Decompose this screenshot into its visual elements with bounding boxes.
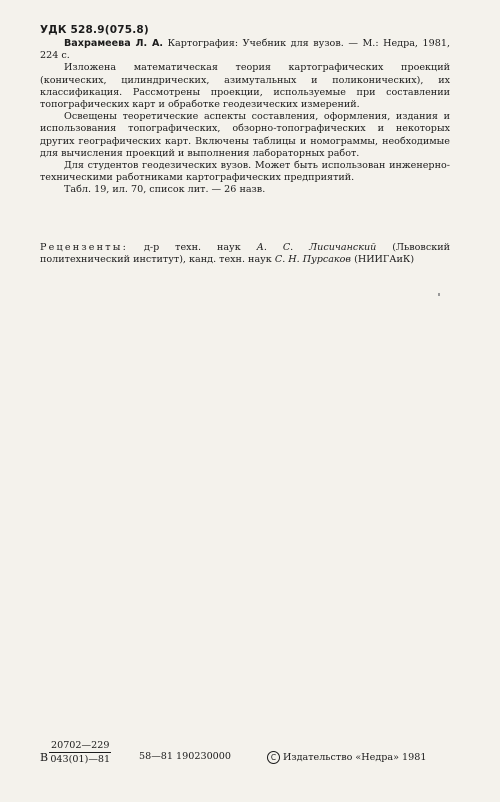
abstract-paragraph-1: Изложена математическая теория картографических проекций (конических, цилиндрических, азимутальных и поликонических), их классификация. Рассмотрены проекции, используемые при составлении топографических карт и обработке геодезических измерений. bbox=[40, 62, 450, 111]
reviewers bbox=[40, 242, 450, 266]
catalog-denominator: 043(01)—81 bbox=[50, 754, 111, 765]
reviewer-1-org: (Львовский политехнический институт), bbox=[40, 242, 450, 266]
abstract-paragraph-3: Для студентов геодезических вузов. Может быть использован инженерно-техническими работниками картографических предприятий. bbox=[40, 160, 450, 184]
print-speck bbox=[438, 293, 440, 296]
abstract bbox=[40, 38, 450, 197]
reviewer-2-name: С. Н. Пурсаков bbox=[274, 254, 352, 266]
book-citation: Картография: Учебник для вузов. — М.: Недра, 1981, 224 с. bbox=[40, 38, 450, 62]
reviewer-2-degree: канд. техн. наук bbox=[189, 254, 275, 266]
catalog-line bbox=[40, 740, 460, 780]
reviewers-label: Рецензенты: bbox=[40, 242, 129, 253]
copyright bbox=[267, 751, 426, 764]
catalog-fraction bbox=[49, 740, 111, 765]
copyright-text: Издательство «Недра» 1981 bbox=[283, 752, 427, 763]
reviewer-2-org: (НИИГАиК) bbox=[351, 254, 415, 266]
author-name: Вахрамеева Л. А. bbox=[64, 38, 164, 49]
copyright-icon: C bbox=[267, 751, 280, 764]
catalog-letter: В bbox=[40, 751, 49, 764]
abstract-citation bbox=[40, 38, 450, 62]
catalog-numerator: 20702—229 bbox=[51, 740, 110, 751]
reviewer-1-degree: д-р техн. наук bbox=[128, 242, 257, 253]
abstract-paragraph-4: Табл. 19, ил. 70, список лит. — 26 назв. bbox=[64, 184, 266, 196]
abstract-paragraph-2: Освещены теоретические аспекты составления, оформления, издания и использования топографических, обзорно-топографических и некоторых других географических карт. Включены таблицы и номограммы, необходимые для вычисления проекций и выполнения лабораторных работ. bbox=[40, 111, 450, 159]
catalog-code: 58—81 190230000 bbox=[139, 751, 231, 762]
reviewer-1-name: А. С. Лисичанский bbox=[256, 242, 377, 253]
udc-code: УДК 528.9(075.8) bbox=[40, 24, 149, 36]
